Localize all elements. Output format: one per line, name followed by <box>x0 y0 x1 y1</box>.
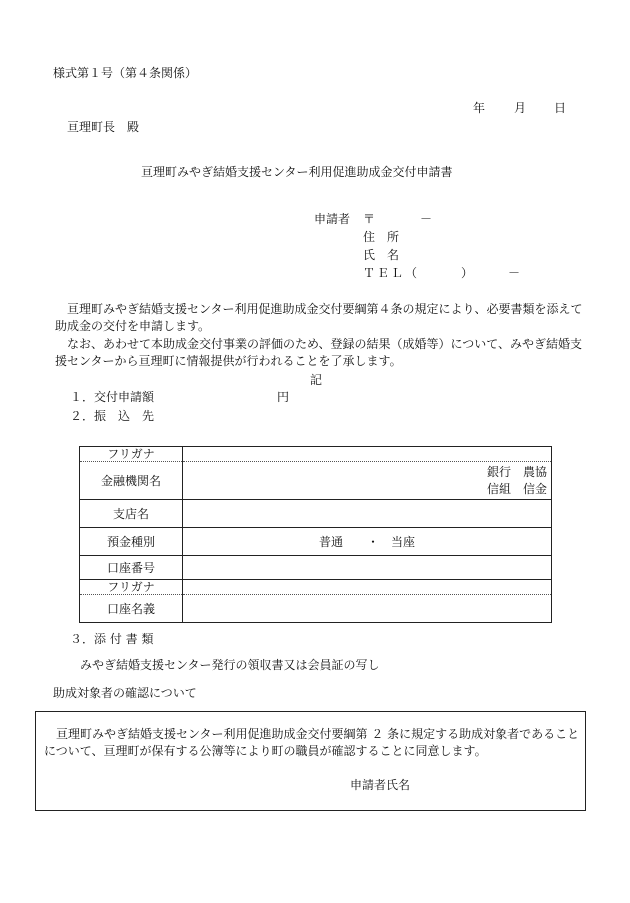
furigana2-label: フリガナ <box>80 580 183 595</box>
furigana2-field[interactable] <box>183 580 552 595</box>
institution-label: 金融機関名 <box>80 462 183 500</box>
deposit-type-label: 預金種別 <box>80 528 183 556</box>
bank-types-line1: 銀行 農協 <box>486 464 547 479</box>
deposit-type-options[interactable]: 普通 ・ 当座 <box>183 528 552 556</box>
consent-box <box>35 711 586 811</box>
bank-types-line2: 信組 信金 <box>486 481 547 496</box>
branch-label: 支店名 <box>80 500 183 528</box>
date-month: 月 <box>514 101 527 115</box>
postal-dash: － <box>420 212 433 226</box>
date-day: 日 <box>554 101 567 115</box>
name-label: 氏 名 <box>363 248 400 262</box>
confirmation-heading: 助成対象者の確認について <box>53 686 197 700</box>
postal-mark: 〒 <box>363 212 376 226</box>
item3-label: ３．添 付 書 類 <box>70 632 154 646</box>
applicant-label: 申請者 <box>314 212 351 226</box>
item3-content: みやぎ結婚支援センター発行の領収書又は会員証の写し <box>80 658 380 672</box>
item1-unit: 円 <box>277 390 290 404</box>
tel-dash: － <box>508 266 521 280</box>
signature-label: 申請者氏名 <box>350 778 411 792</box>
form-title: 亘理町みやぎ結婚支援センター利用促進助成金交付申請書 <box>141 165 453 179</box>
account-holder-field[interactable] <box>183 595 552 623</box>
account-number-field[interactable] <box>183 556 552 580</box>
form-number: 様式第１号（第４条関係） <box>53 66 198 80</box>
ki-marker: 記 <box>310 373 323 387</box>
consent-text: 亘理町みやぎ結婚支援センター利用促進助成金交付要綱第 ２ 条に規定する助成対象者であることについて、亘理町が保有する公簿等により町の職員が確認することに同意します。 <box>44 727 580 758</box>
body-paragraph-2: なお、あわせて本助成金交付事業の評価のため、登録の結果（成婚等）について、みやぎ結婚支援センターから亘理町に情報提供が行われることを了承します。 <box>55 337 583 368</box>
item1-label: １．交付申請額 <box>70 390 155 404</box>
account-number-label: 口座番号 <box>80 556 183 580</box>
branch-field[interactable] <box>183 500 552 528</box>
furigana-field[interactable] <box>183 447 552 462</box>
tel-label: ＴＥＬ（ ） <box>363 266 476 280</box>
body-paragraph-1: 亘理町みやぎ結婚支援センター利用促進助成金交付要綱第４条の規定により、必要書類を添えて助成金の交付を申請します。 <box>55 302 583 333</box>
account-holder-label: 口座名義 <box>80 595 183 623</box>
institution-field[interactable] <box>183 462 552 500</box>
bank-table <box>79 446 552 623</box>
date-year: 年 <box>473 101 486 115</box>
address-label: 住 所 <box>363 230 400 244</box>
furigana-label: フリガナ <box>80 447 183 462</box>
item2-label: ２．振 込 先 <box>70 409 155 423</box>
addressee: 亘理町長 殿 <box>67 120 140 134</box>
